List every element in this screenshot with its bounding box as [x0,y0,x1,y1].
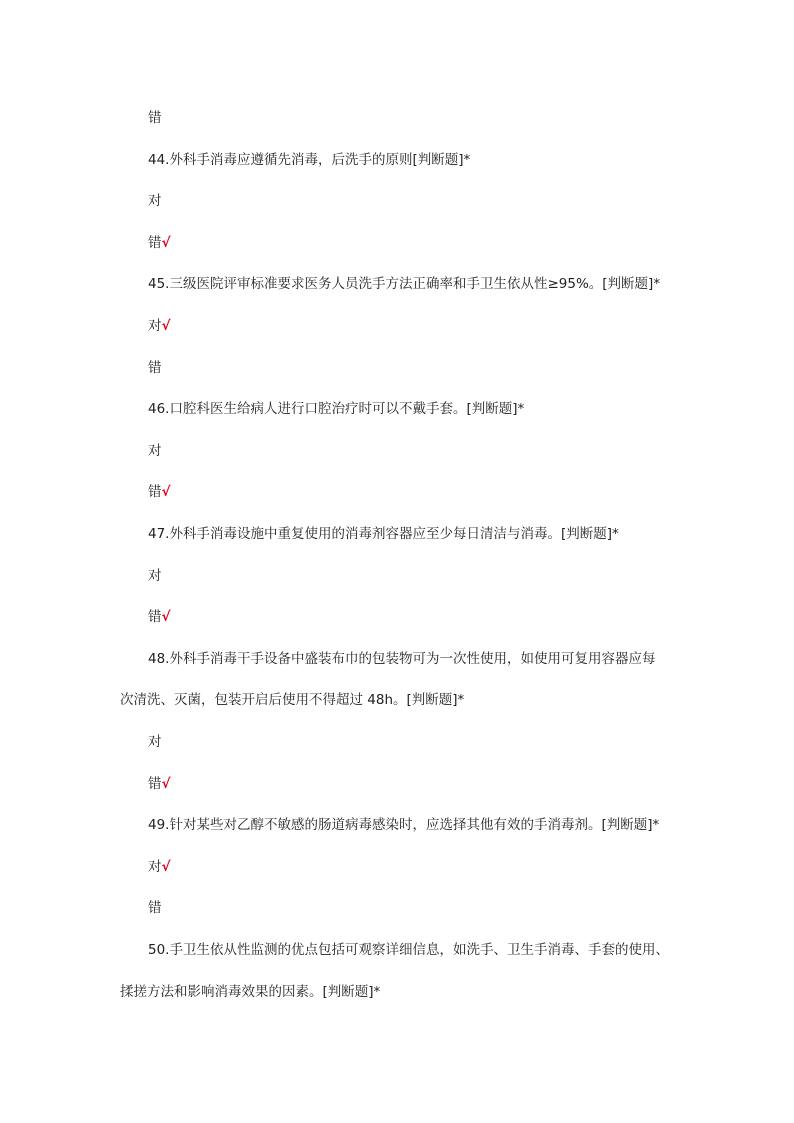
option-wrong [148,607,171,627]
option-label: 对 [148,568,162,584]
question-text: 47.外科手消毒设施中重复使用的消毒剂容器应至少每日清洁与消毒。[判断题]* [148,526,619,542]
option-right [148,857,171,877]
question-text: 44.外科手消毒应遵循先消毒，后洗手的原则[判断题]* [148,152,471,168]
question-48-continued [120,690,464,710]
option-label: 错 [148,110,162,126]
option-label: 对 [148,859,162,875]
option-label: 对 [148,734,162,750]
check-mark-icon: √ [161,318,171,334]
question-text: 49.针对某些对乙醇不敏感的肠道病毒感染时，应选择其他有效的手消毒剂。[判断题]* [148,817,660,833]
check-mark-icon: √ [161,776,171,792]
option-wrong [148,898,162,918]
option-label: 对 [148,193,162,209]
option-label: 错 [148,484,162,500]
option-label: 错 [148,900,162,916]
question-45 [148,274,660,294]
question-49 [148,815,659,835]
check-mark-icon: √ [161,484,171,500]
question-50-continued [120,982,380,1002]
check-mark-icon: √ [161,609,171,625]
option-right [148,316,171,336]
question-50 [148,940,669,960]
option-right [148,191,162,211]
option-label: 错 [148,609,162,625]
option-label: 错 [148,776,162,792]
option-label: 对 [148,443,162,459]
option-right [148,441,162,461]
question-44 [148,150,470,170]
question-48 [148,649,655,669]
option-wrong [148,233,171,253]
option-label: 错 [148,360,162,376]
check-mark-icon: √ [161,859,171,875]
question-47 [148,524,619,544]
option-wrong [148,358,162,378]
option-wrong [148,482,171,502]
option-wrong [148,108,162,128]
question-text: 48.外科手消毒干手设备中盛装布巾的包装物可为一次性使用，如使用可复用容器应每 [148,651,656,667]
option-right [148,732,162,752]
question-text: 揉搓方法和影响消毒效果的因素。[判断题]* [120,984,381,1000]
check-mark-icon: √ [161,235,171,251]
option-right [148,566,162,586]
question-46 [148,399,524,419]
question-text: 次清洗、灭菌，包装开启后使用不得超过 48h。[判断题]* [120,692,465,708]
question-text: 50.手卫生依从性监测的优点包括可观察详细信息，如洗手、卫生手消毒、手套的使用、 [148,942,669,958]
option-label: 错 [148,235,162,251]
question-text: 46.口腔科医生给病人进行口腔治疗时可以不戴手套。[判断题]* [148,401,525,417]
option-label: 对 [148,318,162,334]
option-wrong [148,774,171,794]
question-text: 45.三级医院评审标准要求医务人员洗手方法正确率和手卫生依从性≥95%。[判断题]* [148,276,661,292]
